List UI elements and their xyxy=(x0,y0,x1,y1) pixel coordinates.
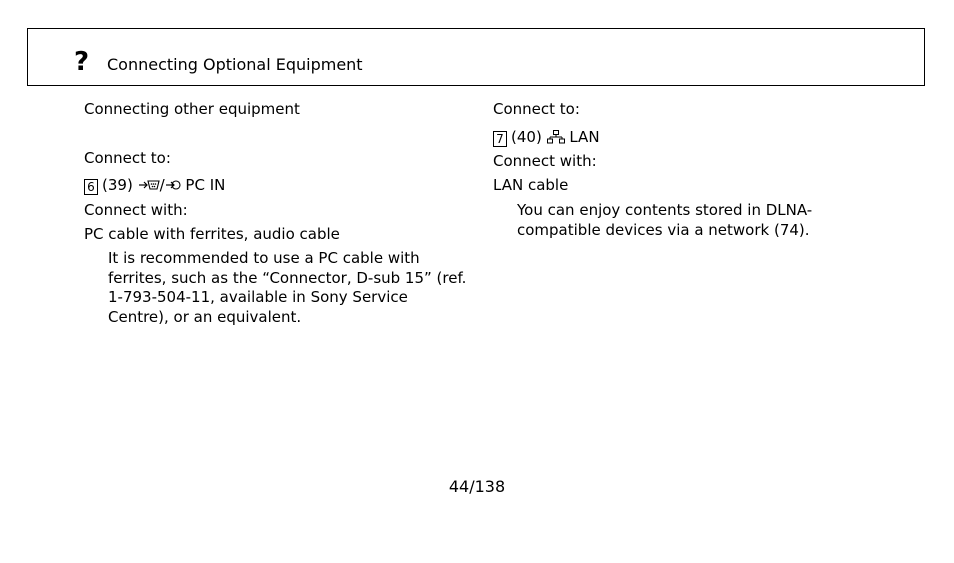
note-paragraph xyxy=(517,201,812,240)
lan-network-icon xyxy=(547,130,565,149)
connect-to-label: Connect to: xyxy=(493,100,580,118)
item-number-badge: 7 xyxy=(493,131,507,147)
page-header xyxy=(27,28,925,86)
port-separator: / xyxy=(159,176,165,194)
connect-with-label: Connect with: xyxy=(493,152,597,170)
item-number-badge: 6 xyxy=(84,179,98,195)
note-line: ferrites, such as the “Connector, D-sub 15” (ref. xyxy=(108,268,467,287)
note-line: Centre), or an equivalent. xyxy=(108,307,302,326)
page-number: 44/138 xyxy=(448,477,506,496)
header-title: Connecting Optional Equipment xyxy=(107,55,363,74)
note-paragraph xyxy=(108,249,466,327)
pc-input-icon xyxy=(138,178,160,197)
item-page-ref[interactable]: (39) xyxy=(102,176,133,194)
audio-input-icon xyxy=(165,178,181,197)
connect-to-label: Connect to: xyxy=(84,149,171,167)
note-line: It is recommended to use a PC cable with xyxy=(108,249,420,267)
note-line: compatible devices via a network (74). xyxy=(517,220,810,239)
port-label-pc-in: PC IN xyxy=(185,176,226,194)
help-question-icon[interactable]: ? xyxy=(74,47,90,77)
note-line: 1-793-504-11, available in Sony Service xyxy=(108,288,408,306)
item-page-ref[interactable]: (40) xyxy=(511,128,542,146)
connection-item-lan xyxy=(493,128,600,149)
note-line: You can enjoy contents stored in DLNA- xyxy=(517,201,813,219)
cable-description: LAN cable xyxy=(493,176,569,194)
connect-with-label: Connect with: xyxy=(84,201,188,219)
port-label-lan: LAN xyxy=(569,128,600,146)
section-title: Connecting other equipment xyxy=(84,100,300,118)
cable-description: PC cable with ferrites, audio cable xyxy=(84,225,340,243)
connection-item-pc-in xyxy=(84,176,225,197)
